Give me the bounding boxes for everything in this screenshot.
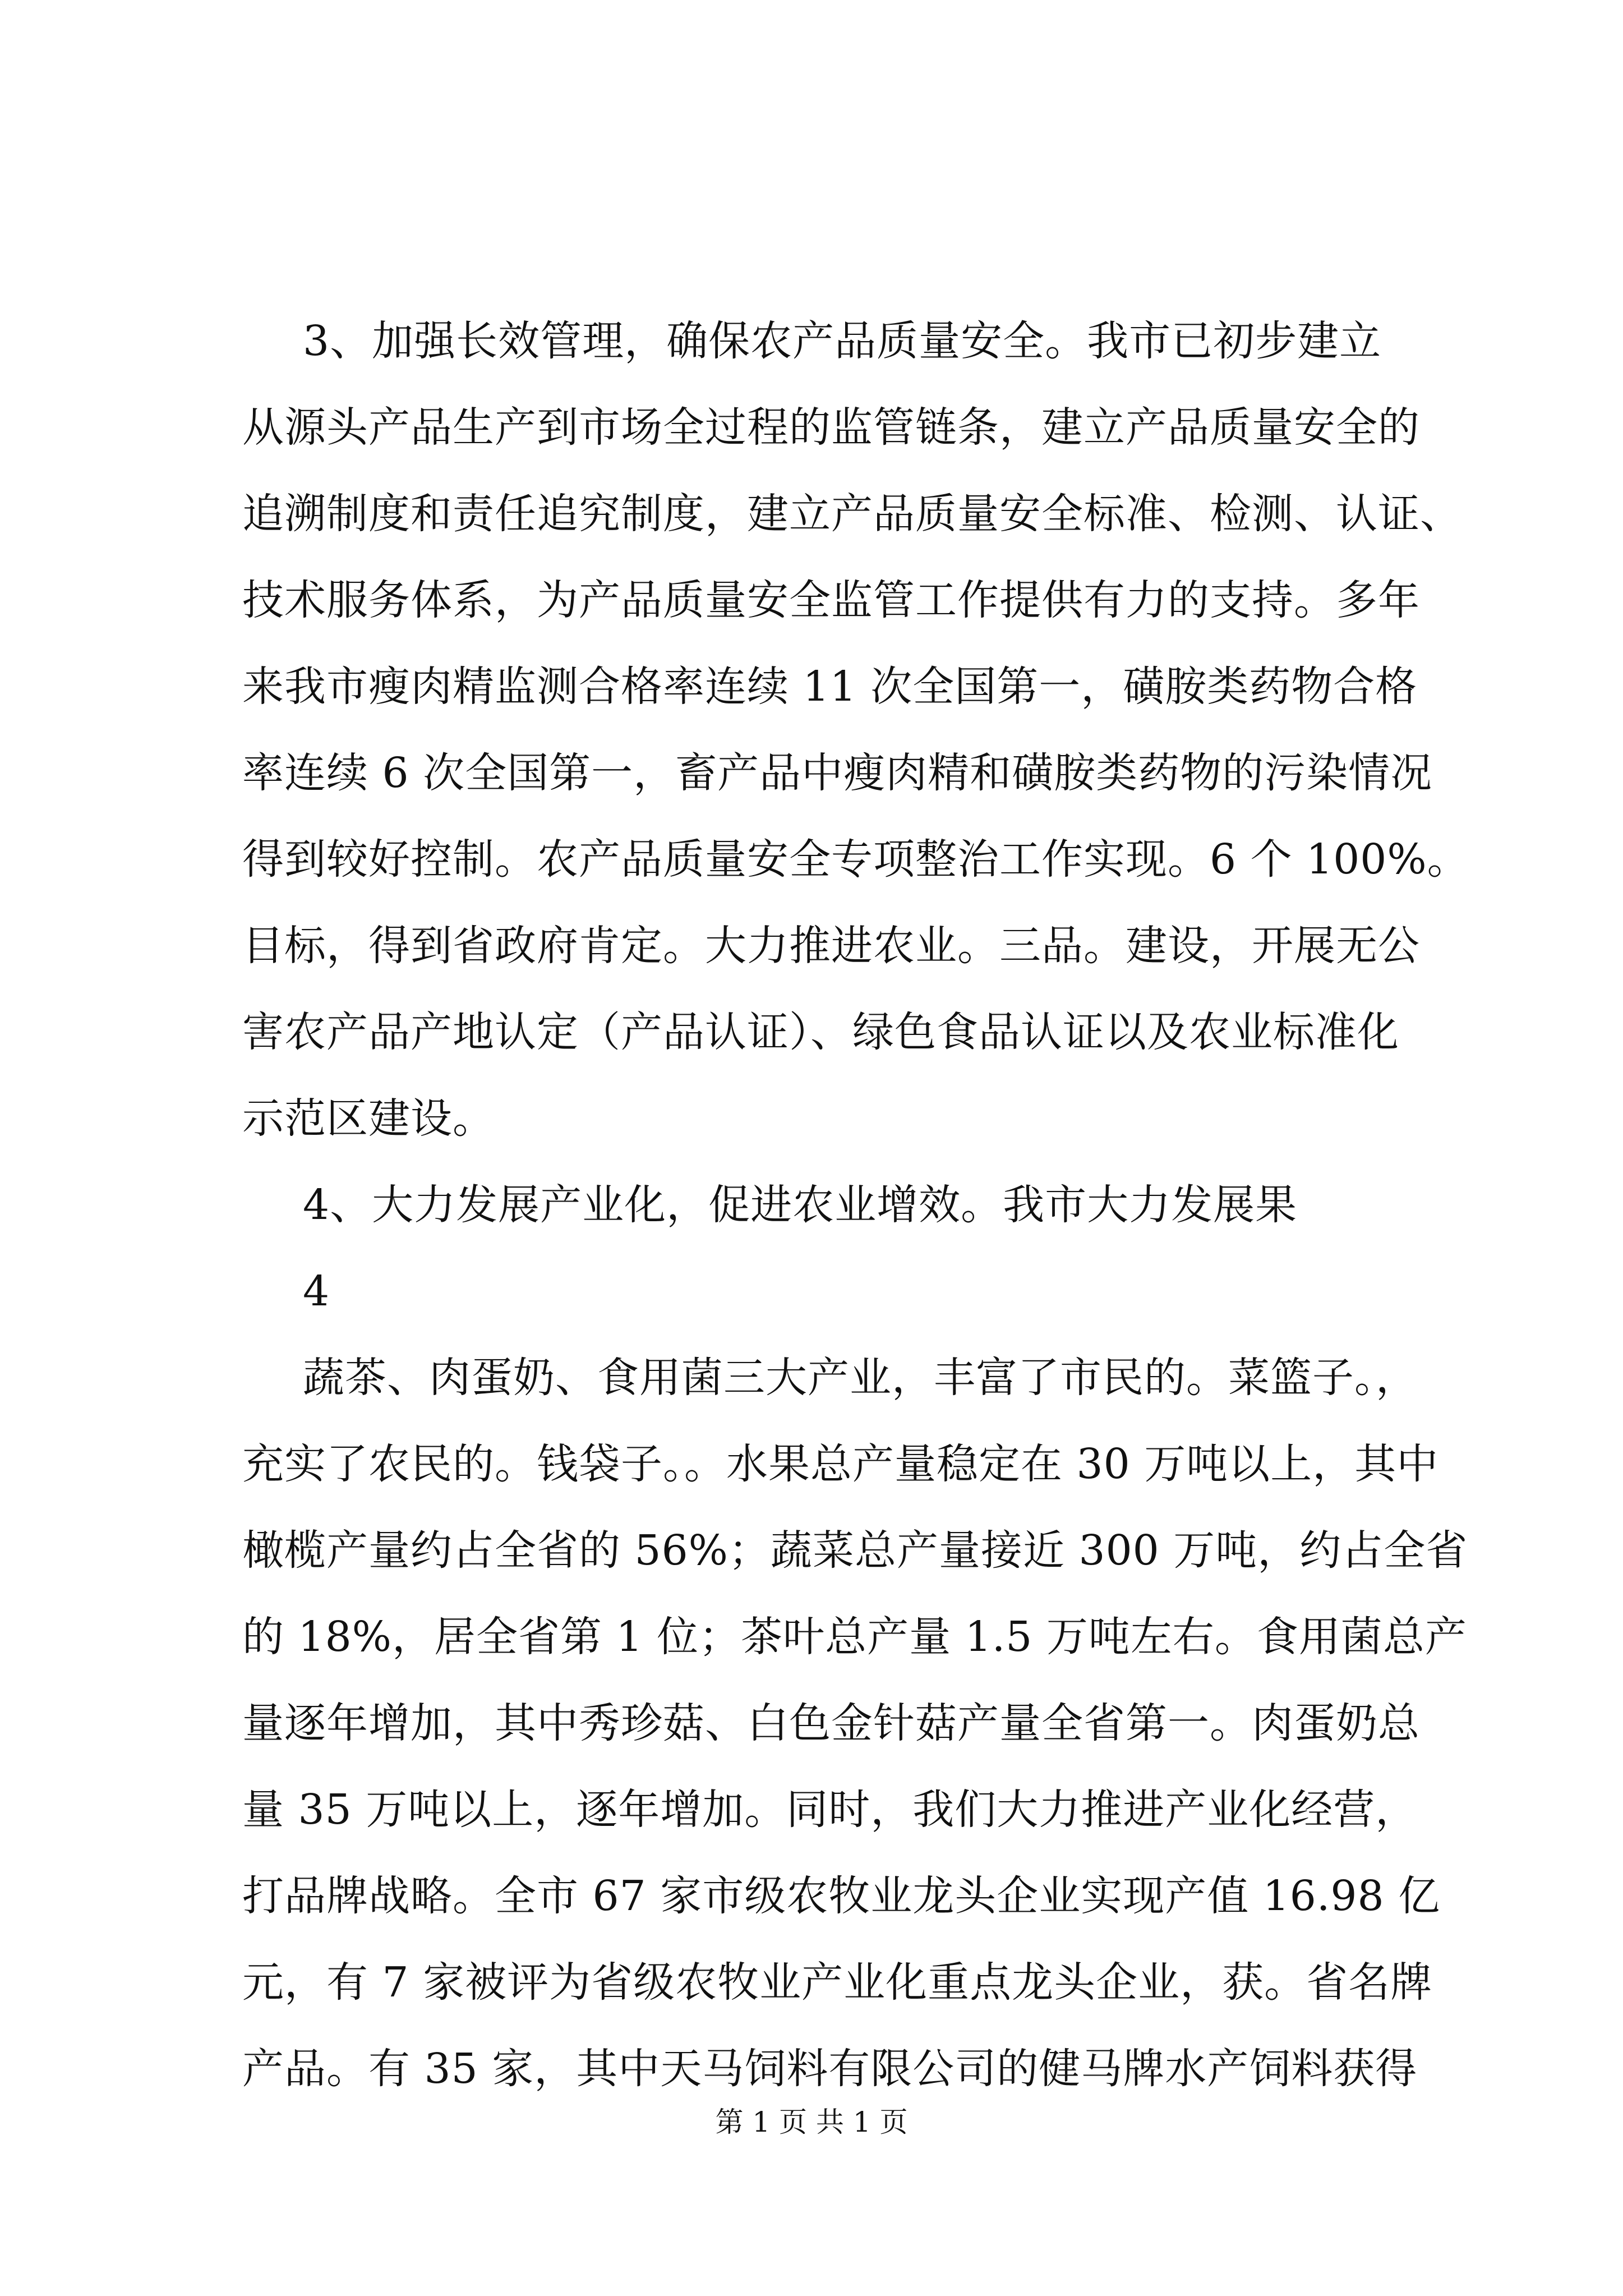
paragraph-line: 从源头产品生产到市场全过程的监管链条，建立产品质量安全的: [242, 403, 1420, 452]
paragraph-line: 示范区建设。: [242, 1094, 495, 1143]
paragraph-line: 害农产品产地认定（产品认证）、绿色食品认证以及农业标准化: [242, 1008, 1399, 1056]
paragraph-line: 打品牌战略。全市 67 家市级农牧业龙头企业实现产值 16.98 亿: [242, 1872, 1441, 1920]
paragraph-line: 4、大力发展产业化，促进农业增效。我市大力发展果: [303, 1181, 1298, 1229]
paragraph-line: 元，有 7 家被评为省级农牧业产业化重点龙头企业，获。省名牌: [242, 1958, 1433, 2007]
paragraph-line: 橄榄产量约占全省的 56%；蔬菜总产量接近 300 万吨，约占全省: [242, 1526, 1468, 1575]
paragraph-line: 量逐年增加，其中秀珍菇、白色金针菇产量全省第一。肉蛋奶总: [242, 1699, 1420, 1747]
paragraph-line: 率连续 6 次全国第一，畜产品中瘦肉精和磺胺类药物的污染情况: [242, 749, 1433, 797]
paragraph-line: 产品。有 35 家，其中天马饲料有限公司的健马牌水产饲料获得: [242, 2045, 1418, 2093]
paragraph-line: 来我市瘦肉精监测合格率连续 11 次全国第一，磺胺类药物合格: [242, 662, 1418, 711]
paragraph-line: 技术服务体系，为产品质量安全监管工作提供有力的支持。多年: [242, 576, 1420, 624]
paragraph-line: 量 35 万吨以上，逐年增加。同时，我们大力推进产业化经营，: [242, 1786, 1418, 1834]
page-footer: 第 1 页 共 1 页: [715, 2106, 908, 2138]
paragraph-line: 3、加强长效管理，确保农产品质量安全。我市已初步建立: [303, 317, 1382, 365]
paragraph-line: 蔬茶、肉蛋奶、食用菌三大产业，丰富了市民的。菜篮子。，: [303, 1354, 1418, 1402]
paragraph-line: 追溯制度和责任追究制度，建立产品质量安全标准、检测、认证、: [242, 490, 1462, 538]
paragraph-line: 充实了农民的。钱袋子。。水果总产量稳定在 30 万吨以上，其中: [242, 1440, 1439, 1488]
paragraph-line: 得到较好控制。农产品质量安全专项整治工作实现。6 个 100%。: [242, 835, 1469, 884]
paragraph-line: 目标，得到省政府肯定。大力推进农业。三品。建设，开展无公: [242, 922, 1420, 970]
paragraph-line: 的 18%，居全省第 1 位；茶叶总产量 1.5 万吨左右。食用菌总产: [242, 1613, 1467, 1661]
paragraph-line: 4: [303, 1267, 330, 1315]
